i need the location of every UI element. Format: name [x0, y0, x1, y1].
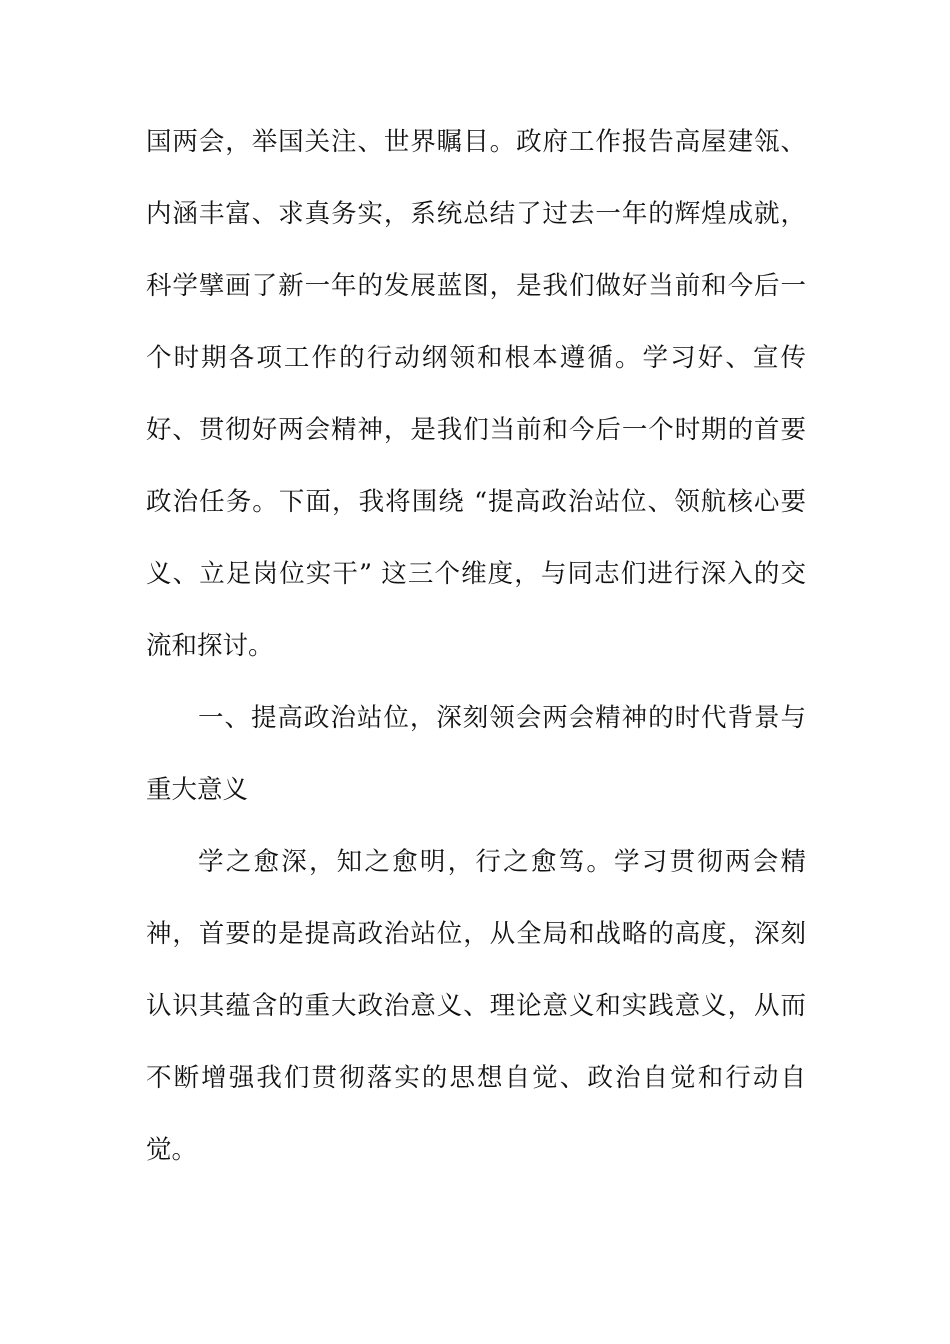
- paragraph-line: 神，首要的是提高政治站位，从全局和战略的高度，深刻: [146, 919, 806, 949]
- paragraph-line: 流和探讨。: [146, 631, 274, 661]
- paragraph-line: 觉。: [146, 1135, 198, 1165]
- paragraph-line: 科学擘画了新一年的发展蓝图，是我们做好当前和今后一: [146, 271, 806, 301]
- section-heading-line: 重大意义: [146, 775, 249, 805]
- section-heading-line: 一、提高政治站位，深刻领会两会精神的时代背景与: [198, 703, 806, 733]
- paragraph-line: 认识其蕴含的重大政治意义、理论意义和实践意义，从而: [146, 991, 806, 1021]
- paragraph-line: 学之愈深，知之愈明，行之愈笃。学习贯彻两会精: [198, 847, 806, 877]
- paragraph-line: 政治任务。下面，我将围绕 “提高政治站位、领航核心要: [146, 487, 806, 517]
- paragraph-line: 个时期各项工作的行动纲领和根本遵循。学习好、宣传: [146, 343, 806, 373]
- paragraph-line: 不断增强我们贯彻落实的思想自觉、政治自觉和行动自: [146, 1063, 806, 1093]
- paragraph-line: 好、贯彻好两会精神，是我们当前和今后一个时期的首要: [146, 415, 806, 445]
- paragraph-line: 国两会，举国关注、世界瞩目。政府工作报告高屋建瓴、: [146, 127, 806, 157]
- paragraph-line: 内涵丰富、求真务实，系统总结了过去一年的辉煌成就，: [146, 199, 806, 229]
- paragraph-line: 义、立足岗位实干” 这三个维度，与同志们进行深入的交: [146, 559, 806, 589]
